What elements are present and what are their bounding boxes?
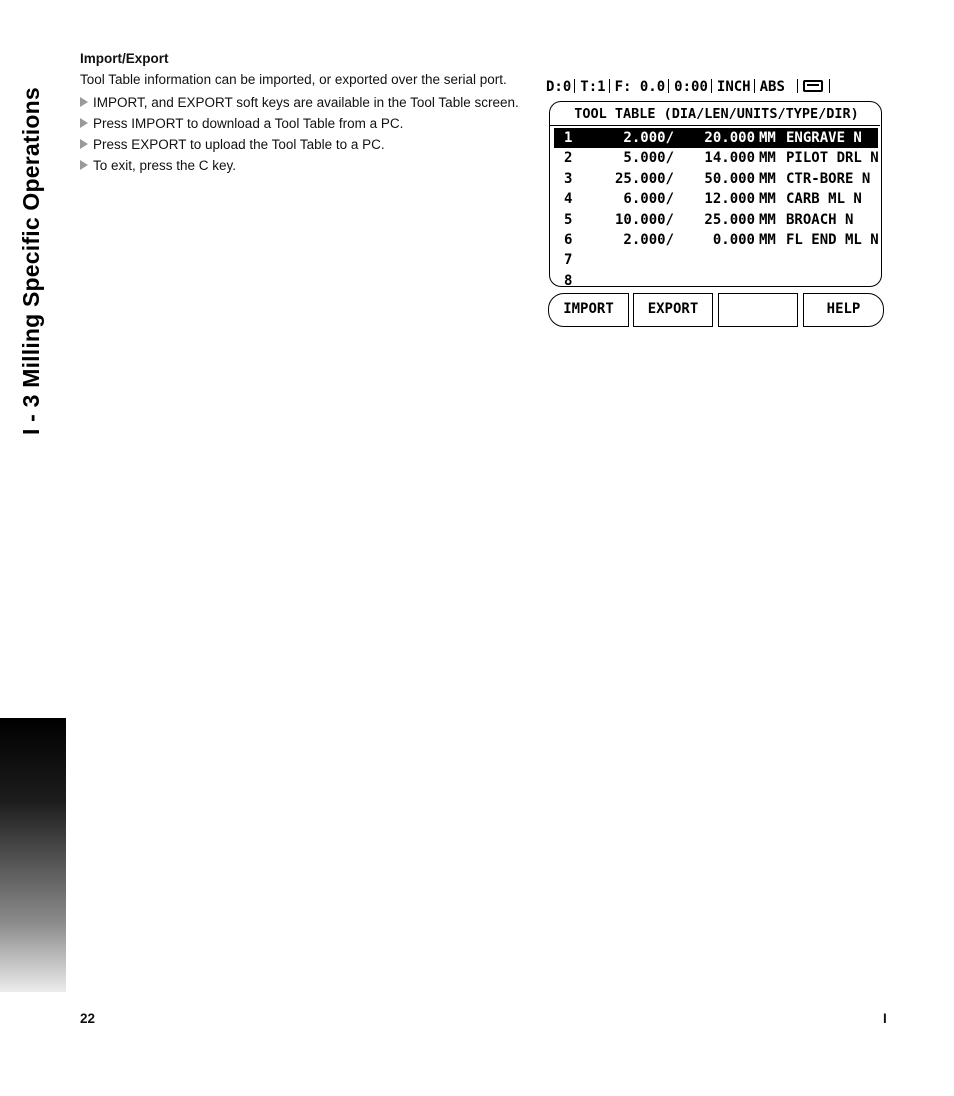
tool-type-cell: BROACH N xyxy=(786,211,854,228)
step-item xyxy=(80,157,520,174)
step-text: Press EXPORT to upload the Tool Table to a PC. xyxy=(93,137,385,152)
tool-num-cell: 2 xyxy=(564,150,573,167)
tool-len-cell: 12.000 xyxy=(704,191,755,208)
side-gradient-bar xyxy=(0,718,66,992)
tool-len-cell: 25.000 xyxy=(704,211,755,228)
tool-table-row[interactable] xyxy=(554,271,878,291)
step-item xyxy=(80,94,520,111)
tool-len-cell: 14.000 xyxy=(704,150,755,167)
tool-table-row[interactable] xyxy=(554,250,878,270)
tool-type-cell: PILOT DRL N xyxy=(786,150,879,167)
blank-softkey[interactable] xyxy=(718,293,798,327)
export-softkey[interactable]: EXPORT xyxy=(633,293,713,327)
tool-num-cell: 7 xyxy=(564,252,573,269)
help-softkey[interactable]: HELP xyxy=(803,293,884,327)
status-units: INCH xyxy=(716,79,751,95)
tool-table-row[interactable] xyxy=(554,210,878,230)
tool-units-cell: MM xyxy=(759,191,776,208)
tool-table-rows xyxy=(554,128,878,291)
step-text: To exit, press the C key. xyxy=(93,158,237,173)
section-intro: Tool Table information can be imported, or exported over the serial port. xyxy=(80,72,507,87)
step-item xyxy=(80,115,520,132)
tool-num-cell: 1 xyxy=(564,130,573,146)
tool-units-cell: MM xyxy=(759,150,776,167)
tool-table-row[interactable] xyxy=(554,189,878,209)
tool-dia-cell: 2.000/ xyxy=(623,231,674,248)
status-tool: T:1 xyxy=(580,79,606,95)
tool-table-title: TOOL TABLE (DIA/LEN/UNITS/TYPE/DIR) xyxy=(574,106,859,122)
import-softkey[interactable]: IMPORT xyxy=(548,293,629,327)
tool-num-cell: 8 xyxy=(564,272,573,289)
tool-num-cell: 3 xyxy=(564,170,573,187)
tool-len-cell: 0.000 xyxy=(712,231,755,248)
chapter-marker: I xyxy=(883,1011,887,1026)
tool-type-cell: CARB ML N xyxy=(786,191,862,208)
step-text: Press IMPORT to download a Tool Table from a PC. xyxy=(93,116,404,131)
status-feed: F: 0.0 xyxy=(614,79,666,95)
status-mode: ABS xyxy=(759,79,785,95)
tool-len-cell: 50.000 xyxy=(704,170,755,187)
status-bar xyxy=(546,76,888,98)
section-heading: Import/Export xyxy=(80,51,169,66)
tool-len-cell: 20.000 xyxy=(704,130,755,146)
tool-dia-cell: 10.000/ xyxy=(614,211,674,228)
triangle-bullet-icon xyxy=(80,139,88,149)
side-tab-title: I - 3 Milling Specific Operations xyxy=(18,87,44,435)
step-list xyxy=(80,94,520,174)
tool-units-cell: MM xyxy=(759,231,776,248)
triangle-bullet-icon xyxy=(80,160,88,170)
page-number: 22 xyxy=(80,1011,96,1026)
tool-num-cell: 4 xyxy=(564,191,573,208)
tool-table-row[interactable] xyxy=(554,230,878,250)
step-text: IMPORT, and EXPORT soft keys are available in the Tool Table screen. xyxy=(93,95,519,110)
triangle-bullet-icon xyxy=(80,118,88,128)
status-time: 0:00 xyxy=(674,79,708,95)
tool-table-row[interactable] xyxy=(554,128,878,148)
printer-icon xyxy=(803,80,823,92)
softkey-bar xyxy=(548,293,886,327)
tool-units-cell: MM xyxy=(759,170,776,187)
tool-table-row[interactable] xyxy=(554,148,878,168)
triangle-bullet-icon xyxy=(80,97,88,107)
text-column xyxy=(80,50,520,178)
tool-type-cell: FL END ML N xyxy=(786,231,879,248)
step-item xyxy=(80,136,520,153)
tool-units-cell: MM xyxy=(759,211,776,228)
tool-table-row[interactable] xyxy=(554,169,878,189)
tool-type-cell: ENGRAVE N xyxy=(786,130,862,146)
tool-type-cell: CTR-BORE N xyxy=(786,170,871,187)
tool-num-cell: 5 xyxy=(564,211,573,228)
tool-table-panel xyxy=(549,101,882,287)
status-datum: D:0 xyxy=(546,79,572,95)
tool-dia-cell: 6.000/ xyxy=(623,191,674,208)
tool-num-cell: 6 xyxy=(564,231,573,248)
tool-dia-cell: 25.000/ xyxy=(614,170,674,187)
tool-dia-cell: 5.000/ xyxy=(623,150,674,167)
tool-dia-cell: 2.000/ xyxy=(623,130,674,146)
tool-units-cell: MM xyxy=(759,130,776,146)
